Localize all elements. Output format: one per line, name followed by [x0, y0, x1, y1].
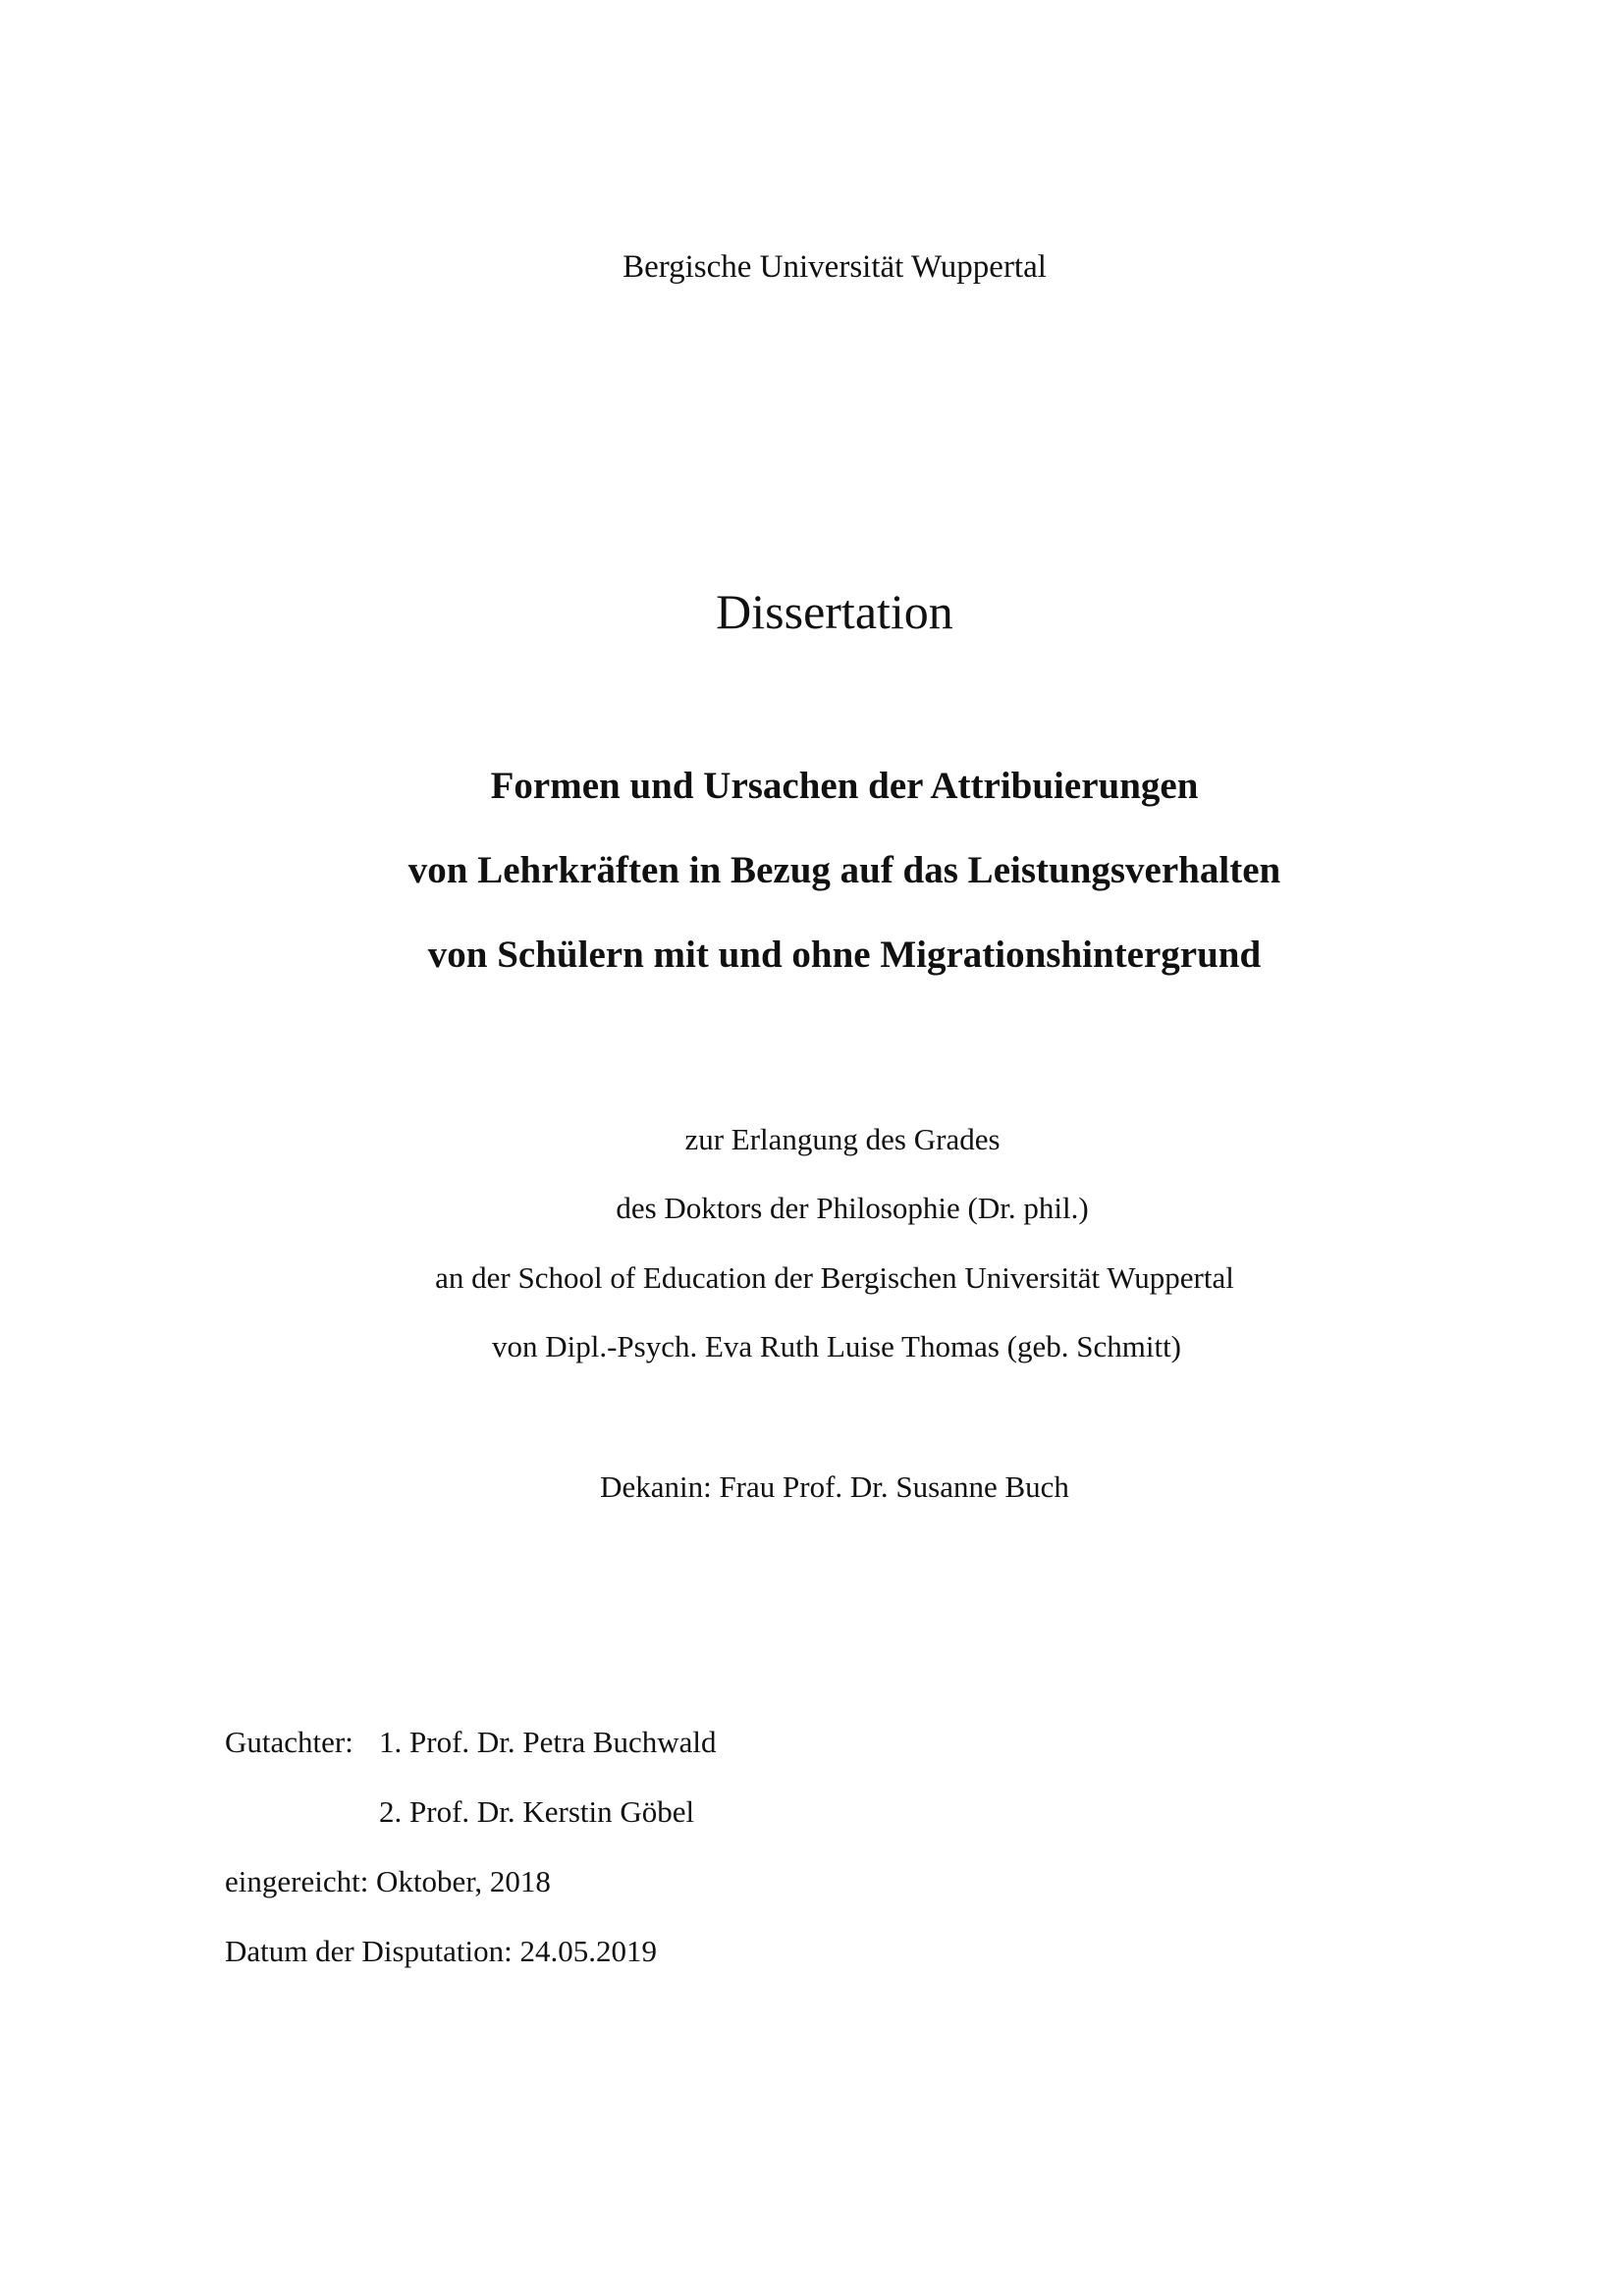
dean-line: Dekanin: Frau Prof. Dr. Susanne Buch [600, 1469, 1069, 1504]
referee-item: 2. Prof. Dr. Kerstin Göbel [379, 1794, 695, 1829]
referee-item: 1. Prof. Dr. Petra Buchwald [379, 1725, 717, 1759]
title-line-2: von Lehrkräften in Bezug auf das Leistungsverhalten [407, 849, 1281, 891]
document-type: Dissertation [716, 584, 953, 639]
degree-line-2: des Doktors der Philosophie (Dr. phil.) [616, 1191, 1089, 1225]
degree-line-4: von Dipl.-Psych. Eva Ruth Luise Thomas (geb. Schmitt) [491, 1329, 1182, 1363]
degree-line-3: an der School of Education der Bergischen Universität Wuppertal [435, 1260, 1234, 1295]
degree-line-1: zur Erlangung des Grades [684, 1122, 1001, 1156]
referees-label: Gutachter: [225, 1725, 353, 1759]
university-name: Bergische Universität Wuppertal [623, 249, 1047, 285]
title-line-3: von Schülern mit und ohne Migrationshintergrund [427, 934, 1262, 976]
disputation-date: Datum der Disputation: 24.05.2019 [225, 1934, 657, 1968]
submitted-date: eingereicht: Oktober, 2018 [225, 1864, 551, 1898]
title-line-1: Formen und Ursachen der Attribuierungen [490, 765, 1199, 807]
